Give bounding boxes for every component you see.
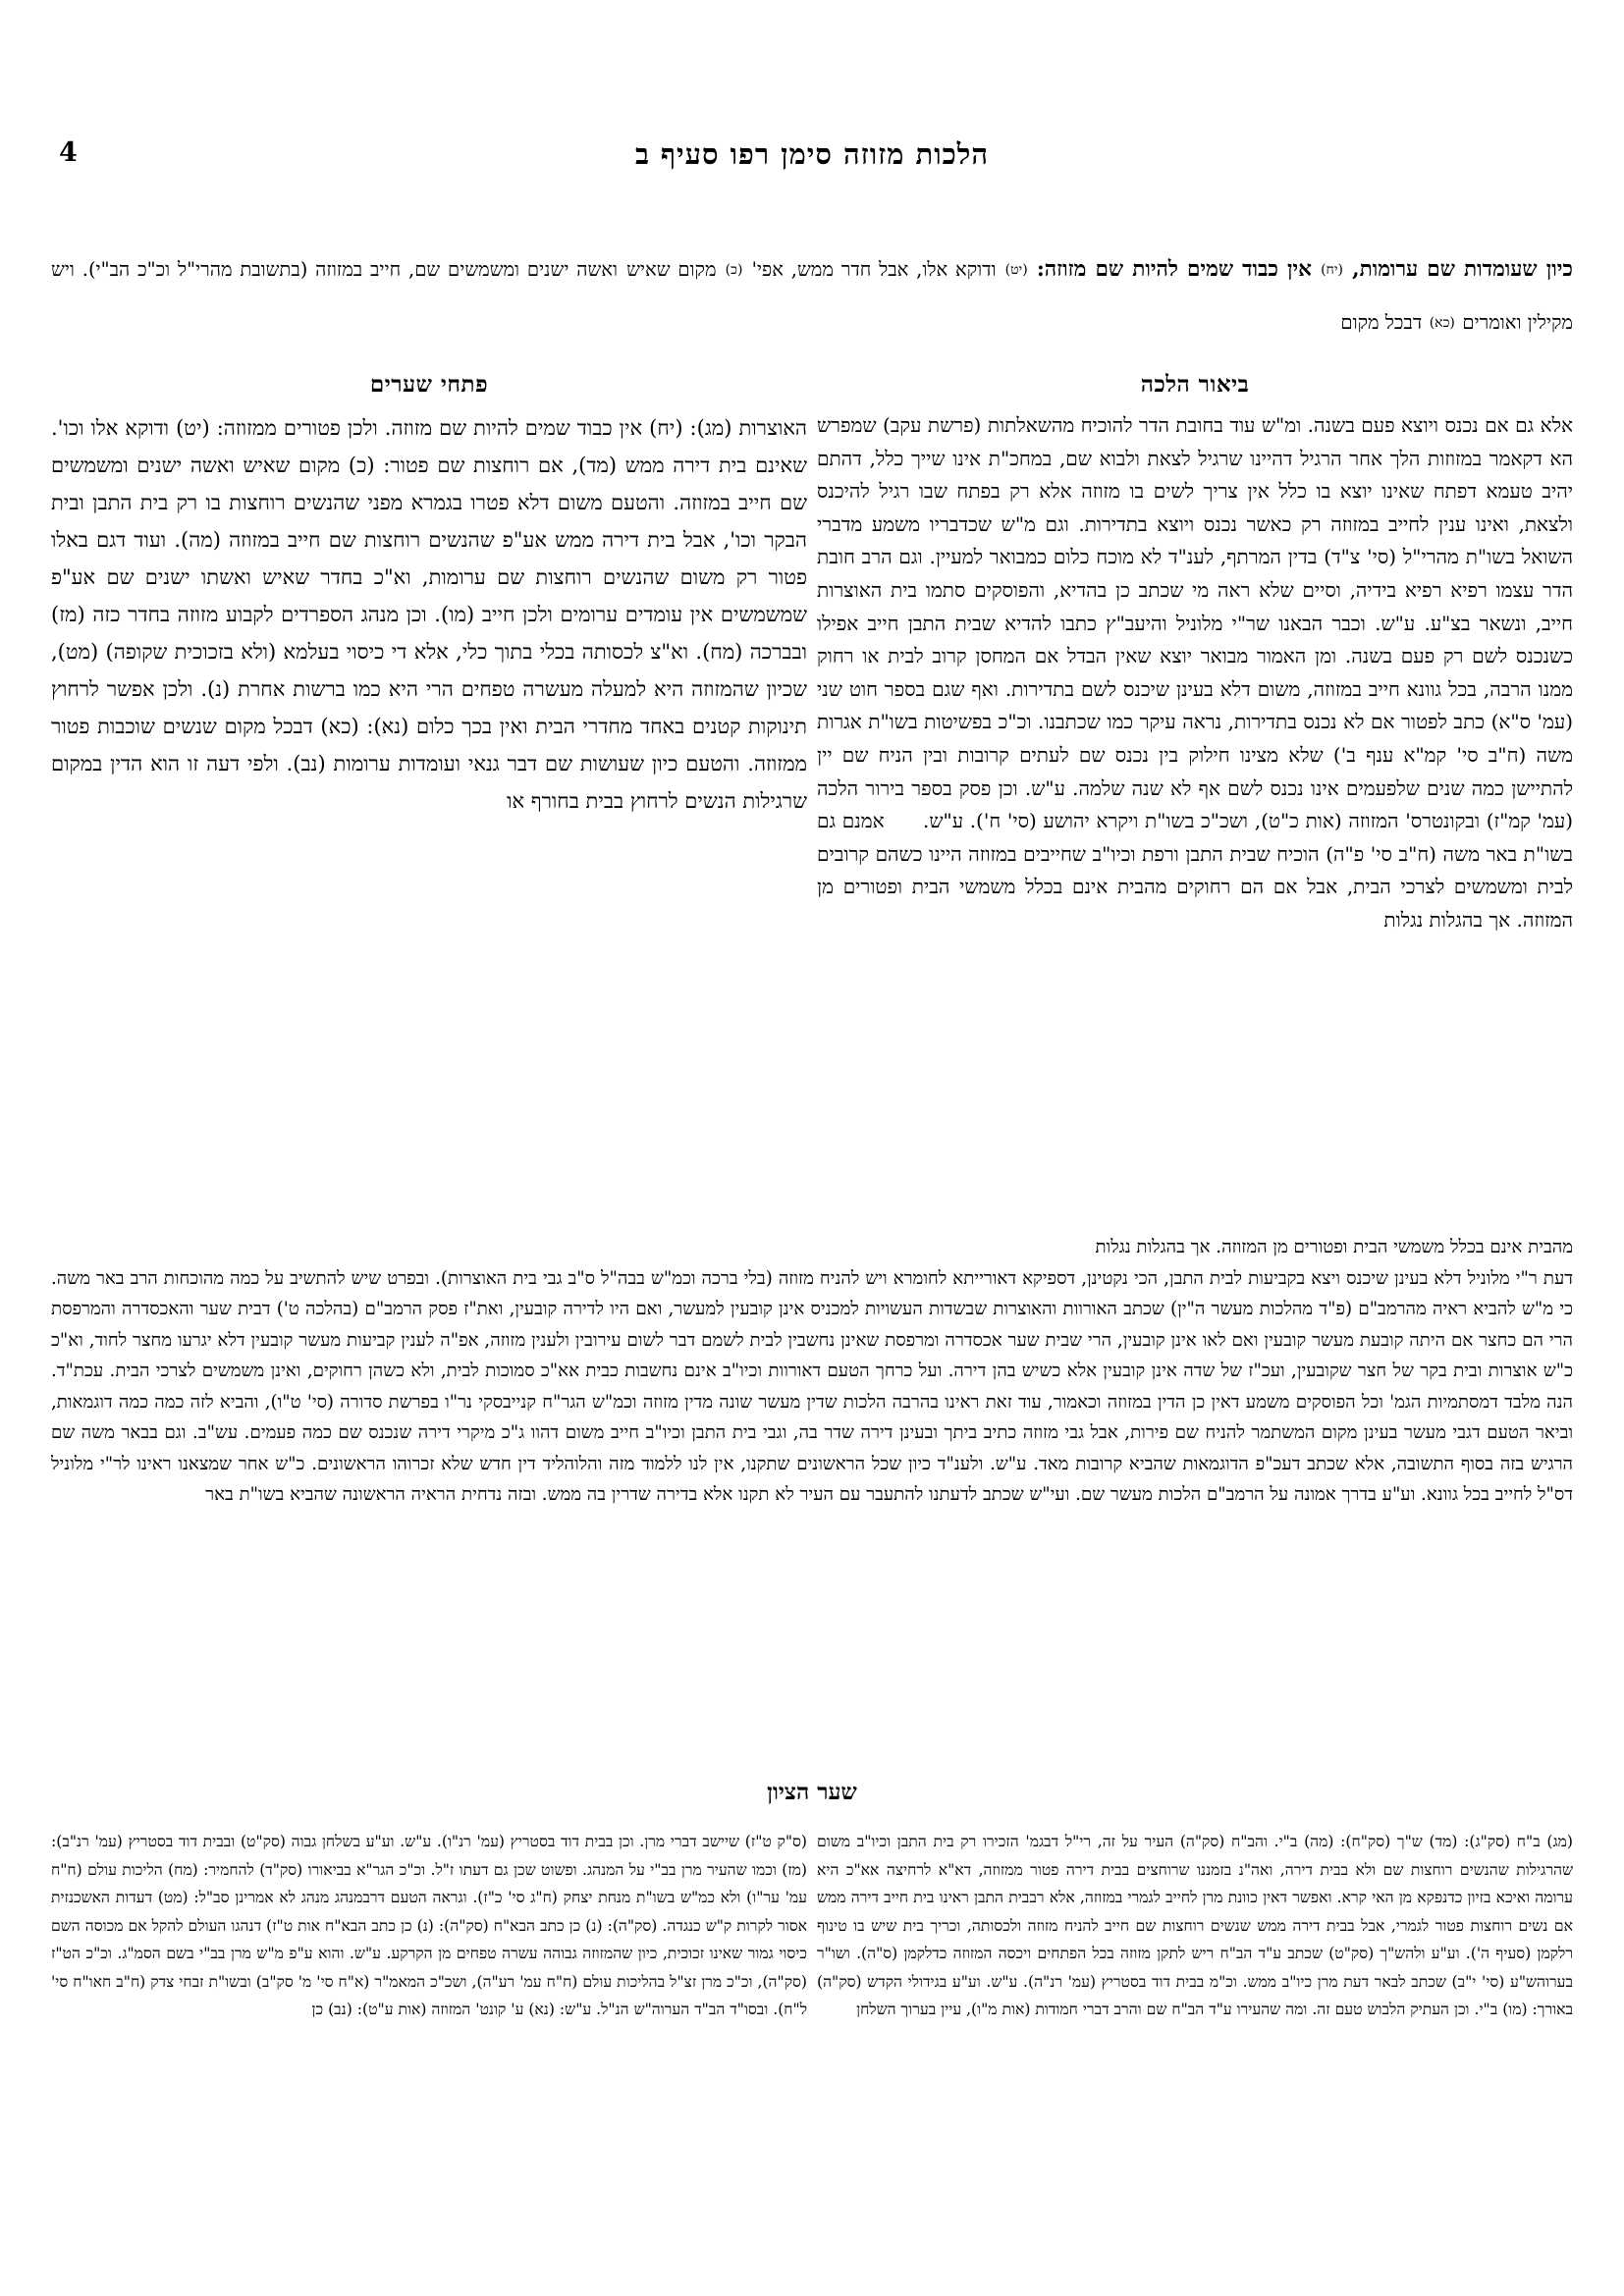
column-title-pitchei-shearim: פתחי שערים <box>369 371 489 398</box>
main-text-ref-21: (כא) <box>1429 315 1455 331</box>
main-text-ref-20: (כ) <box>725 262 743 278</box>
shaar-hatziyun-title: שער הציון <box>767 1779 857 1805</box>
biur-halacha-paragraph-1: אלא גם אם נכנס ויוצא פעם בשנה. ומ"ש עוד בחובת הדר להוכיח מהשאלתות (פרשת עקב) שמפרש הא דקאמר במזוזות הלך אחר הרגיל דהיינו שרגיל לצאת ולבוא שם, במחכ"ת אינו שייך כלל, דהתם יהיב טעמא דפתח שאינו יוצא בו כלל אין צריך לשים בו מזוזה אלא רק בפתח שבו רגיל להיכנס ולצאת, ואינו ענין לחייב במזוזה רק כאשר נכנס ויוצא בתדירות. וגם מ"ש שכדבריו משמע מדברי השואל בשו"ת מהרי"ל (סי' צ"ד) בדין המרתף, לענ"ד לא מוכח כלום כמבואר למעיין. וגם הרב חובת הדר עצמו רפיא רפיא בידיה, וסיים שלא ראה מי שכתב כן בהדיא, והפוסקים סתמו בית האוצרות חייב, ונשאר בצ"ע. ע"ש. וכבר הבאנו שר"י מלוניל והיעב"ץ כתבו להדיא שבית התבן חייב אפילו כשנכנס לשם רק פעם בשנה. ומן האמור מבואר יוצא שאין הבדל אם המחסן קרוב לבית או רחוק ממנו הרבה, בכל גוונא חייב במזוזה, משום דלא בעינן שיכנס לשם בתדירות. ואף שגם בספר חוט שני (עמ' ס"א) כתב לפטור אם לא נכנס בתדירות, נראה עיקר כמו שכתבנו. וכ"כ בפשיטות בשו"ת אגרות משה (ח"ב סי' קמ"א ענף ב') שלא מצינו חילוק בין נכנס שם לעתים קרובות ובין הניח שם יין להתיישן כמה שנים שלפעמים אינו נכנס לשם אף לא שנה שלמה. ע"ש. וכן פסק בספר בירור הלכה (עמ' קמ"ז) ובקונטרס' המזוזה (אות כ"ט), ושכ"כ בשו"ת ויקרא יהושע (סי' ח'). ע"ש. <box>817 413 1574 833</box>
biur-halacha-paragraph-2: אמנם גם בשו"ת באר משה (ח"ב סי' פ"ה) הוכיח שבית התבן ורפת וכיו"ב שחייבים במזוזה היינו כשהם קרובים לבית ומשמשים לצרכי הבית, אבל אם הם רחוקים מהבית אינם בכלל משמשי הבית ופטורים מן המזוזה. אך בהגלות נגלות <box>817 809 1573 932</box>
main-text-rest-2c: דבכל מקום <box>1340 311 1423 334</box>
page-number: 4 <box>59 137 78 168</box>
column-pitchei-shearim <box>51 371 807 820</box>
main-text-block <box>51 243 1573 349</box>
pitchei-shearim-paragraph-1: האוצרות (מג): (יח) אין כבוד שמים להיות שם מזוזה. ולכן פטורים ממזוזה: (יט) ודוקא אלו וכו'. שאינם בית דירה ממש (מד), אם רוחצות שם פטור: (כ) מקום שאיש ואשה ישנים ומשמשים שם חייב במזוזה. והטעם משום דלא פטרו בגמרא מפני שהנשים רוחצות בו רק בית התבן ובית הבקר וכו', אבל בית דירה ממש אע"פ שהנשים רוחצות שם חייב במזוזה (מה). ועוד דגם באלו פטור רק משום שהנשים רוחצות שם ערומות, וא"כ בחדר שאיש ואשתו ישנים שם אע"פ שמשמשים אין עומדים ערומים ולכן חייב (מו). וכן מנהג הספרדים לקבוע מזוזה בחדר כזה (מז) ובברכה (מח). וא"צ לכסותה בכלי בתוך כלי, אלא די כיסוי בעלמא (ולא בזכוכית שקופה) (מט), שכיון שהמזוזה היא למעלה מעשרה טפחים הרי היא כמו ברשות אחרת (נ). ולכן אפשר לרחוץ תינוקות קטנים באחד מחדרי הבית ואין בכך כלום (נא): (כא) דבכל מקום שנשים שוכבות פטור ממזוזה. והטעם כיון שעושות שם דבר גנאי ועומדות ערומות (נב). ולפי דעה זו הוא הדין במקום שרגילות הנשים לרחוץ בבית בחורף או <box>51 416 807 813</box>
column-biur-halacha <box>817 371 1573 937</box>
running-title: הלכות מזוזה סימן רפו סעיף ב <box>634 137 990 171</box>
main-text-bold-b: אין כבוד שמים להיות שם מזוזה: <box>1036 257 1312 282</box>
main-text-rest-2a: מקום שאיש <box>626 258 717 281</box>
shaar-hatziyun-right-column: (מג) ב"ח (סק"ג): (מד) ש"ך (סק"ח): (מה) ב"י. והב"ח (סק"ה) העיר על זה, רי"ל דבגמ' הזכירו רק בית התבן וכיו"ב משום שהרגילות שהנשים רוחצות שם ולא בבית דירה, ואה"נ בזמננו שרוחצים בבית דירה פטור ממזוזה, דא"א לרחיצה אא"כ היא ערומה ואיכא בזיון כדנפקא מן האי קרא. ואפשר דאין כוונת מרן לחייב לגמרי במזוזה, אלא רבבית התבן ראינו בית חייב דירה ממש אם נשים רוחצות פטור לגמרי, אבל בבית דירה ממש שנשים רוחצות שם חייב להניח מזוזה ולכסותה, וכריך בית שיש בו טינוף רלקמן (סעיף ה'). וע"ע ולהש"ך (סק"ט) שכתב ע"ד הב"ח ריש לתקן מזוזה בכל הפתחים ויכסה המזוזה כדלקמן (ס"ה). ושו"ר בערוהש"ע (סי' י"ב) שכתב לבאר דעת מרן כיו"ב ממש. וכ"מ בבית דוד בסטריץ (עמ' רנ"ה). ע"ש. וע"ע בגידולי הקדש (סק"ה) באורך: (מו) ב"י. וכן העתיק הלבוש טעם זה. ומה שהעירו ע"ד הב"ח שם והרב דברי חמודות (אות מ"ו), עיין בערוך השלחן <box>817 1833 1573 2018</box>
shaar-hatziyun-columns <box>51 1828 1573 2260</box>
main-text-ref-18: (יח) <box>1321 262 1343 278</box>
running-header <box>0 137 1624 188</box>
column-title-biur-halacha: ביאור הלכה <box>1140 371 1250 398</box>
wide-paragraph-body: דעת ר"י מלוניל דלא בעינן שיכנס ויצא בקביעות לבית התבן, הכי נקטינן, דספיקא דאורייתא לחומרא ויש להניח מזוזה (בלי ברכה וכמ"ש בבה"ל ס"ב גבי בית האוצרות). ובפרט שיש להתשיב על כמה מהוכחות הרב באר משה. כי מ"ש להביא ראיה מהרמב"ם (פ"ד מהלכות מעשר ה"ין) שכתב האורוות והאוצרות שבשדות העשויות למכניס אינן קובעין למעשר, ואם היו לדירה קובעין, ואת"ז פסק הרמב"ם (בהלכה ט') דבית שער והאכסדרה והמרפסת הרי הם כחצר אם היתה קובעת מעשר קובעין ואם לאו אינן קובעין, הרי שבית שער אכסדרה ומרפסת שאינן נחשבין לבית לשמם דבר לשום עירובין ולענין מזוזה, אפ"ה לענין קביעות מעשר קובעין דלא יגרעו מחצר לחוד, וא"כ כ"ש אוצרות ובית בקר של חצר שקובעין, ועכ"ז של שדה אינן קובעין אלא כשיש בהן דירה. ועל כרחך הטעם דאורוות וכיו"ב אינם נחשבות כבית אא"כ סמוכות לבית, ולא כשהן רחוקים, ואינן משמשים לצרכי הבית. עכת"ד. הנה מלבד דמסתמיות הגמ' וכל הפוסקים משמע דאין כן הדין במזוזה וכאמור, עוד זאת ראינו בהרבה הלכות שדין מעשר שונה מדין מזוזה וכמ"ש הגר"ח קנייבסקי נר"ו בפרשת סדורה (סי' ט"ו), והביא לזה כמה כמה דוגמאות, וביאר הטעם דגבי מעשר בעינן מקום המשתמר להניח שם פירות, אבל גבי מזוזה כתיב ביתך ובעינן דירה שדר בה, וגבי בית התבן וכיו"ב חייב משום דהוו ג"כ מיקרי דירה שנכנס שם כמה פעמים. עש"ב. וגם בבאר משה שם הרגיש בזה בסוף התשובה, אלא שכתב דעכ"פ הדוגמאות שהביא קרובות מאד. ע"ש. ולענ"ד כיון שכל הראשונים שתקנו, אין לנו ללמוד מזה והלוהליד דין חדש שלא זכרוהו הראשונים. כ"ש אחר שמצאנו ראינו לר"י מלוניל דס"ל לחייב בכל גוונא. וע"ע בדרך אמונה על הרמב"ם הלכות מעשר שם. ועי"ש שכתב לדעתנו להתעבר עם העיר לא תקנו אלא בדירה שדרין בה ממש. ובזה נדחית הראיה הראשונה שהביא בשו"ת באר <box>51 1267 1573 1505</box>
main-text-rest-1: ודוקא אלו, אבל חדר ממש, אפי' <box>751 258 997 281</box>
wide-continuation-paragraph <box>51 1232 1573 1511</box>
wide-paragraph-first-line: מהבית אינם בכלל משמשי הבית ופטורים מן המזוזה. אך בהגלות נגלות <box>1095 1237 1573 1257</box>
shaar-hatziyun-left-column: (ס"ק ט"ז) שיישב דברי מרן. וכן בבית דוד בסטריץ (עמ' רנ"ו). ע"ש. וע"ע בשלחן גבוה (סק"ט) ובבית דוד בסטריץ (עמ' רנ"ב): (מז) וכמו שהעיר מרן בב"י על המנהג. ופשוט שכן גם דעתו ז"ל. וכ"כ הגר"א בביאורו (סק"ד) להחמיר: (מח) הליכות עולם (ח"ח עמ' ער"ו) ולא כמ"ש בשו"ת מנחת יצחק (ח"ג סי' כ"ז). וגראה הטעם דרבמנהג מנהג לא אמרינן סב"ל: (מט) דעדות האשכנזית אסור לקרות ק"ש כנגדה. (סק"ה): (נ) כן כתב הבא"ח (סק"ה): (נ) כן כתב הבא"ח אות ט"ז) דנהגו העולם להקל אם מכוסה השם כיסוי גמור שאינו זכוכית, כיון שהמזוזה גבוהה עשרה טפחים מן הקרקע. ע"ש. והוא ע"פ מ"ש מרן בב"י בשם הסמ"ג. וכ"כ הט"ז (סק"ה), וכ"כ מרן זצ"ל בהליכות עולם (ח"ח עמ' רע"ה), ושכ"כ המאמ"ר (א"ח סי' מ' סק"ב) ובשו"ת זבחי צדק (ח"ב חאו"ח סי' ל"ח). ובסו"ד הב"ד הערוה"ש הנ"ל. ע"ש: (נא) ע' קונט' המזוזה (אות ע"ט): (נב) כן <box>51 1833 807 2018</box>
commentary-columns <box>51 371 1573 1235</box>
main-text-ref-19: (יט) <box>1004 262 1028 278</box>
main-text-rest-2b: ואשה ישנים ומשמשים שם, חייב במזוזה (בתשובת מהרי"ל וכ"כ הב"י). ויש מקילין ואומרים <box>51 258 1573 334</box>
main-text-bold-a: כיון שעומדות שם ערומות, <box>1352 257 1573 282</box>
